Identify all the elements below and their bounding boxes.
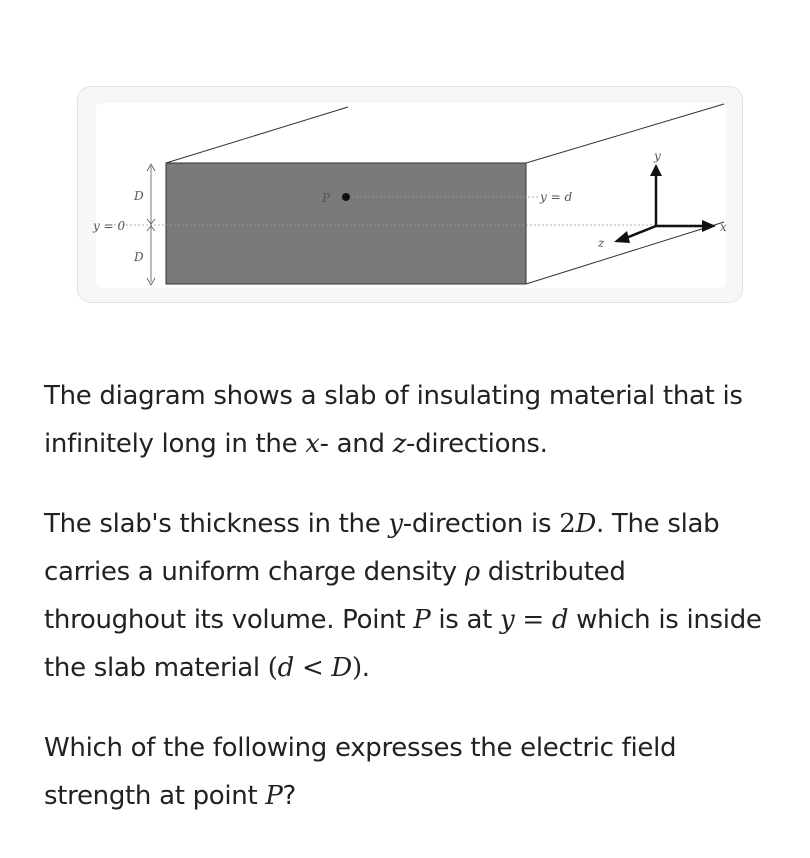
p3-text-a: Which of the following expresses the electric field strength at point [44, 733, 677, 811]
label-y-d: y = d [540, 190, 573, 204]
math-rho: ρ [464, 557, 480, 587]
axis-y-label: y [654, 149, 661, 163]
math-x: x [305, 429, 320, 459]
p2-text-d: distributed throughout its volume. Point [44, 557, 626, 635]
p1-text-a: The diagram shows a slab of insulating material that is infinitely long in the [44, 381, 743, 459]
p2-text-a: The slab's thickness in the [44, 509, 389, 539]
math-y: y [388, 509, 403, 539]
paragraph-1 [44, 372, 774, 468]
math-less-than: < [293, 653, 332, 683]
axis-z-line [626, 226, 656, 238]
axis-z-arrowhead [614, 231, 630, 243]
axis-y-arrowhead [650, 164, 662, 176]
axis-x-label: x [720, 220, 727, 234]
slab-top-back-left-edge [166, 107, 348, 163]
math-P: P [413, 605, 431, 635]
slab-bottom-back-edge [526, 222, 724, 284]
paragraph-3 [44, 724, 774, 820]
p2-text-c: . The slab carries a uniform charge density [44, 509, 720, 587]
math-z: z [392, 429, 407, 459]
label-d-top: D [134, 189, 144, 203]
math-lparen: ( [267, 653, 278, 683]
math-d: d [551, 605, 569, 635]
p2-text-e: is at [430, 605, 500, 635]
label-d-bottom: D [134, 250, 144, 264]
axis-z-label: z [598, 236, 605, 250]
p2-text-b: -direction is [402, 509, 560, 539]
math-equals: = [514, 605, 552, 635]
math-d-2: d [277, 653, 294, 683]
p3-text-b: ? [282, 781, 297, 811]
label-y0: y = 0 [93, 219, 126, 233]
slab-top-back-right-edge [526, 104, 724, 163]
p1-text-b: - and [319, 429, 393, 459]
p2-text-f: which is inside the slab material [44, 605, 762, 683]
point-p-dot [342, 193, 350, 201]
p2-text-g: . [361, 653, 370, 683]
math-P-2: P [265, 781, 283, 811]
slab-diagram [0, 0, 810, 330]
p1-text-c: -directions. [406, 429, 548, 459]
math-D-2: D [331, 653, 352, 683]
paragraph-2 [44, 500, 774, 692]
math-D: D [575, 509, 596, 539]
slab-front-face [166, 163, 526, 284]
label-p: P [322, 191, 331, 205]
math-y-2: y [500, 605, 515, 635]
axis-x-arrowhead [702, 220, 716, 232]
question-text [44, 372, 774, 852]
math-rparen: ) [351, 653, 362, 683]
math-two: 2 [559, 509, 576, 539]
